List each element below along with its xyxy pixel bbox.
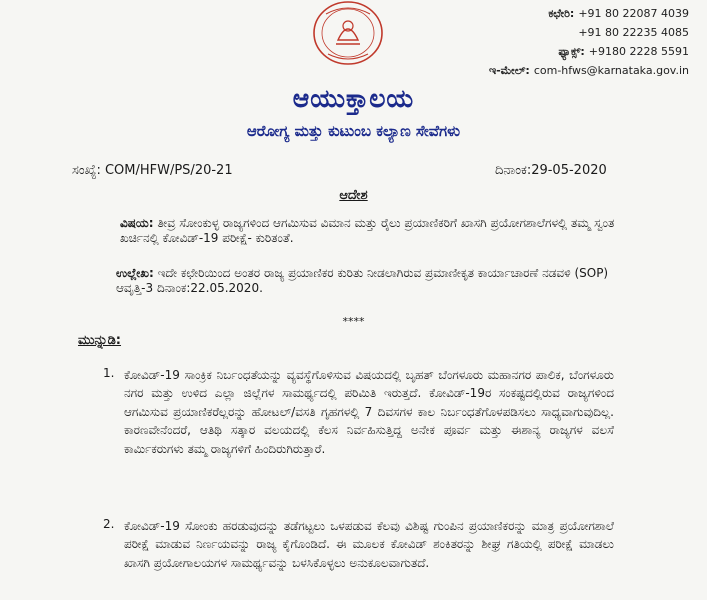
- reference-block: [116, 266, 646, 296]
- subject-text: ತೀವ್ರ ಸೋಂಕುಳ್ಳ ರಾಜ್ಯಗಳಿಂದ ಆಗಮಿಸುವ ವಿಮಾನ ಮತ್ತು ರೈಲು ಪ್ರಯಾಣಿಕರಿಗೆ ಖಾಸಗಿ ಪ್ರಯೋಗಶಾಲೆಗಳಲ್ಲಿ ತಮ್ಮ ಸ್ವಂತ ಖರ್ಚಿನಲ್ಲಿ ಕೋವಿಡ್-19 ಪರೀಕ್ಷೆ- ಕುರಿತಂತೆ.: [120, 216, 615, 245]
- contact-email: ಇ-ಮೇಲ್: com-hfws@karnataka.gov.in: [488, 64, 689, 77]
- paragraph-text: ಕೋವಿಡ್-19 ಸೋಂಕು ಹರಡುವುದನ್ನು ತಡೆಗಟ್ಟಲು ಒಳಪಡುವ ಕೆಲವು ವಿಶಿಷ್ಟ ಗುಂಪಿನ ಪ್ರಯಾಣಿಕರನ್ನು ಮಾತ್ರ ಪ್ರಯೋಗಶಾಲೆ ಪರೀಕ್ಷೆ ಮಾಡುವ ನಿರ್ಣಯವನ್ನು ರಾಜ್ಯ ಕೈಗೊಂಡಿದೆ. ಈ ಮೂಲಕ ಕೋವಿಡ್ ಶಂಕಿತರನ್ನು ಶೀಘ್ರ ಗತಿಯಲ್ಲಿ ಪರೀಕ್ಷೆ ಮಾಡಲು ಖಾಸಗಿ ಪ್ರಯೋಗಾಲಯಗಳ ಸಾಮರ್ಥ್ಯವನ್ನು ಬಳಸಿಕೊಳ್ಳಲು ಅನುಕೂಲವಾಗುತದೆ.: [124, 519, 614, 570]
- order-heading: ಆದೇಶ: [339, 188, 368, 203]
- paragraph-text: ಕೋವಿಡ್-19 ಸಾಂಕ್ರಿಕ ನಿರ್ಬಂಧತೆಯನ್ನು ವ್ಯವಸ್ಥೆಗೊಳಿಸುವ ವಿಷಯದಲ್ಲಿ ಬೃಹತ್ ಬೆಂಗಳೂರು ಮಹಾನಗರ ಪಾಲಿಕ, ಬೆಂಗಳೂರು ನಗರ ಮತ್ತು ಉಳಿದ ಎಲ್ಲಾ ಜಿಲ್ಲೆಗಳ ಸಾಮರ್ಥ್ಯದಲ್ಲಿ ಪರಿಮಿತಿ ಇರುತ್ತದೆ. ಕೋವಿಡ್-19ರ ಸಂಕಷ್ಟದಲ್ಲಿರುವ ರಾಜ್ಯಗಳಿಂದ ಆಗಮಿಸುವ ಪ್ರಯಾಣಿಕರೆಲ್ಲರನ್ನು ಹೋಟಲ್/ವಸತಿ ಗೃಹಗಳಲ್ಲಿ 7 ದಿವಸಗಳ ಕಾಲ ನಿರ್ಬಂಧತೆಗೊಳಪಡಿಸಲು ಸಾಧ್ಯವಾಗುವುದಿಲ್ಲ. ಕಾರಣವೇನೆಂದರೆ, ಆತಿಥಿ ಸತ್ಕಾರ ವಲಯದಲ್ಲಿ ಕೆಲಸ ನಿರ್ವಹಿಸುತ್ತಿದ್ದ ಅನೇಕ ಪೂರ್ವ ಮತ್ತು ಈಶಾನ್ಯ ರಾಜ್ಯಗಳ ವಲಸೆ ಕಾರ್ಮಿಕರುಗಳು ತಮ್ಮ ರಾಜ್ಯಗಳಿಗೆ ಹಿಂದಿರುಗಿರುತ್ತಾರೆ.: [124, 368, 614, 456]
- subject-label: ವಿಷಯ:: [120, 216, 154, 230]
- reference-number: ಸಂಖ್ಯೆ: COM/HFW/PS/20-21: [72, 163, 233, 178]
- subject-block: [120, 216, 640, 246]
- separator-stars: ****: [342, 315, 365, 328]
- paragraph-number: 2.: [103, 517, 115, 531]
- contact-block: [449, 4, 689, 80]
- contact-office-2: +91 80 22235 4085: [578, 26, 689, 39]
- government-seal-icon: [312, 0, 384, 66]
- paragraph-number: 1.: [103, 366, 115, 380]
- department-name: ಆರೋಗ್ಯ ಮತ್ತು ಕುಟುಂಬ ಕಲ್ಯಾಣ ಸೇವೆಗಳು: [246, 122, 461, 140]
- reference-text: ಇದೇ ಕಛೇರಿಯಿಂದ ಅಂತರ ರಾಜ್ಯ ಪ್ರಯಾಣಿಕರ ಕುರಿತು ನೀಡಲಾಗಿರುವ ಪ್ರಮಾಣೀಕೃತ ಕಾರ್ಯಾಚಾರಣೆ ನಡವಳಿ (SOP) ಆವೃತ್ತಿ-3 ದಿನಾಂಕ:22.05.2020.: [116, 266, 609, 295]
- office-title: ಆಯುಕ್ತಾಲಯ: [292, 84, 415, 113]
- contact-fax: ಫ್ಯಾಕ್ಸ್: +9180 2228 5591: [558, 45, 689, 58]
- contact-office-1: ಕಛೇರಿ: +91 80 22087 4039: [548, 7, 689, 20]
- document-date: ದಿನಾಂಕ:29-05-2020: [495, 163, 607, 178]
- preamble-heading: ಮುನ್ನುಡಿ:: [78, 333, 122, 348]
- reference-label: ಉಲ್ಲೇಖ:: [116, 266, 154, 280]
